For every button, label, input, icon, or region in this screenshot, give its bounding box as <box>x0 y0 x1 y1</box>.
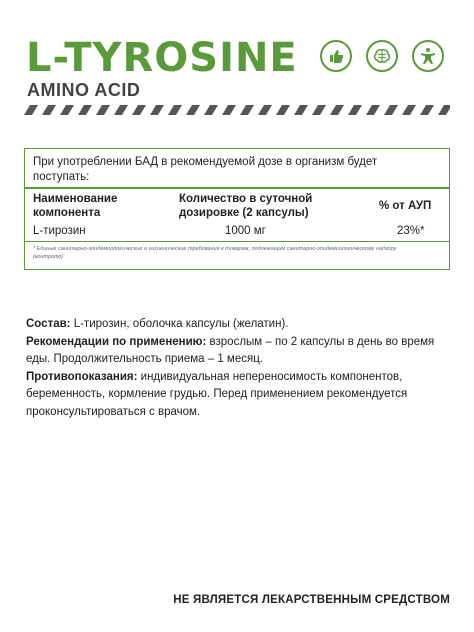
header-component: Наименование компонента <box>33 193 118 219</box>
recommendation-label: Рекомендации по применению: <box>26 335 207 348</box>
product-title: L-TYROSINE <box>26 35 298 81</box>
composition-label: Состав: <box>26 318 71 330</box>
nutrition-table <box>24 148 450 270</box>
row-component: L-тирозин <box>33 225 86 237</box>
not-medicine-notice: НЕ ЯВЛЯЕТСЯ ЛЕКАРСТВЕННЫМ СРЕДСТВОМ <box>173 594 450 606</box>
recommendation-text: взрослым – по 2 капсулы в день во время еды. Продолжительность приема – 1 месяц. <box>26 335 435 365</box>
table-footnote: * Единые санитарно-эпидемиологические и гигиенические требования к товарам, подлежащим санитарно-эпидемиологическому надзору (контролю) <box>33 246 397 260</box>
table-intro: При употреблении БАД в рекомендуемой дозе в организм будет поступать: <box>33 156 378 183</box>
recommendation-paragraph <box>26 334 456 369</box>
product-description <box>26 316 456 421</box>
body-icon <box>412 40 444 72</box>
thumbs-up-icon <box>320 40 352 72</box>
row-amount: 1000 мг <box>225 225 266 237</box>
table-divider <box>25 241 449 242</box>
header-amount: Количество в суточной дозировке (2 капсулы) <box>179 193 313 219</box>
composition-text: L-тирозин, оболочка капсулы (желатин). <box>70 318 289 330</box>
product-subtitle: AMINO ACID <box>27 80 141 100</box>
decorative-stripe <box>24 105 450 115</box>
composition-paragraph <box>26 316 456 334</box>
header-percent: % от АУП <box>379 200 432 212</box>
contraindication-paragraph <box>26 369 456 422</box>
row-percent: 23%* <box>397 225 425 237</box>
contraindication-text: индивидуальная непереносимость компонентов, беременность, кормление грудью. Перед применением рекомендуется проконсультироваться с врачом. <box>26 370 408 418</box>
table-divider <box>25 187 449 189</box>
contraindication-label: Противопоказания: <box>26 370 138 383</box>
benefit-icons <box>320 40 444 72</box>
brain-icon <box>366 40 398 72</box>
